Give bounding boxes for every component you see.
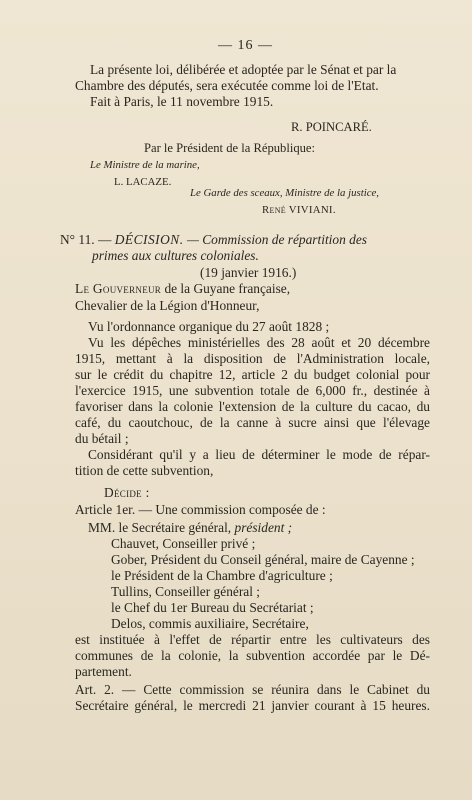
decision-number: N° 11. <box>60 232 95 247</box>
vu-depeches-line-7: du bétail ; <box>75 431 129 446</box>
member-chambre-agriculture: le Président de la Chambre d'agriculture ; <box>111 568 333 583</box>
intro-date-line: Fait à Paris, le 11 novembre 1915. <box>90 94 274 109</box>
gouverneur-caps: Le Gouverneur <box>75 281 162 296</box>
considerant-line-1: Considérant qu'il y a lieu de déterminer le mode de répar- <box>88 447 430 462</box>
member-chef-bureau: le Chef du 1er Bureau du Secrétariat ; <box>111 600 314 615</box>
institue-line-3: partement. <box>75 664 132 679</box>
decision-title-2: primes aux cultures coloniales. <box>92 248 259 263</box>
vu-depeches-line-2: 1915, mettant à la disposition de l'Administration locale, <box>75 351 430 366</box>
gouverneur-line <box>75 281 290 296</box>
vu-ordonnance: Vu l'ordonnance organique du 27 août 1828 ; <box>88 319 330 334</box>
article-2-line-1: Art. 2. — Cette commission se réunira dans le Cabinet du <box>75 682 430 697</box>
decide-heading: Décide : <box>104 485 150 500</box>
article-2-line-2: Secrétaire général, le mercredi 21 janvier courant à 15 heures. <box>75 698 430 713</box>
member-gober: Gober, Président du Conseil général, maire de Cayenne ; <box>111 552 415 567</box>
chevalier-line: Chevalier de la Légion d'Honneur, <box>75 298 260 313</box>
intro-line-1: La présente loi, délibérée et adoptée par le Sénat et par la <box>90 62 397 77</box>
decision-label: DÉCISION. <box>114 232 184 247</box>
vu-depeches-line-4: l'exercice 1915, une subvention totale de 6,000 fr., destinée à <box>75 383 430 398</box>
member-tullins: Tullins, Conseiller général ; <box>111 584 261 599</box>
ministre-marine-title: Le Ministre de la marine, <box>90 159 200 171</box>
member-secretaire-text: MM. le Secrétaire général, <box>88 520 235 535</box>
garde-sceaux-title: Le Garde des sceaux, Ministre de la justice, <box>190 187 380 199</box>
institue-line-2: communes de la colonie, la subvention accordée par le Dé- <box>75 648 430 663</box>
decision-dash: — <box>97 232 112 247</box>
institue-line-1: est instituée à l'effet de répartir entre les cultivateurs des <box>75 632 430 647</box>
ministre-marine-name: L. LACAZE. <box>114 176 172 188</box>
article-1: Article 1er. — Une commission composée de : <box>75 502 326 517</box>
member-chauvet: Chauvet, Conseiller privé ; <box>111 536 256 551</box>
decision-date: (19 janvier 1916.) <box>200 265 297 280</box>
gouverneur-rest: de la Guyane française, <box>161 281 291 296</box>
president-signature: R. POINCARÉ. <box>291 120 372 134</box>
vu-depeches-line-5: favoriser dans la colonie l'extension de la culture du cacao, du <box>75 399 430 414</box>
par-le-president-line: Par le Président de la République: <box>144 141 316 155</box>
garde-sceaux-name: René VIVIANI. <box>262 204 336 216</box>
decision-title-1: — Commission de répartition des <box>186 232 367 247</box>
member-delos: Delos, commis auxiliaire, Secrétaire, <box>111 616 309 631</box>
member-secretaire <box>88 520 292 535</box>
member-secretaire-role: président ; <box>234 520 293 535</box>
considerant-line-2: tition de cette subvention, <box>75 463 214 478</box>
intro-line-2: Chambre des députés, sera exécutée comme loi de l'Etat. <box>75 78 379 93</box>
decision-heading <box>60 232 367 247</box>
page-number: — 16 — <box>218 38 273 53</box>
vu-depeches-line-1: Vu les dépêches ministérielles des 28 août et 20 décembre <box>88 335 430 350</box>
vu-depeches-line-3: sur le crédit du chapitre 12, article 2 du budget colonial pour <box>75 367 430 382</box>
vu-depeches-line-6: café, du caoutchouc, de la canne à sucre ainsi que l'élevage <box>75 415 430 430</box>
